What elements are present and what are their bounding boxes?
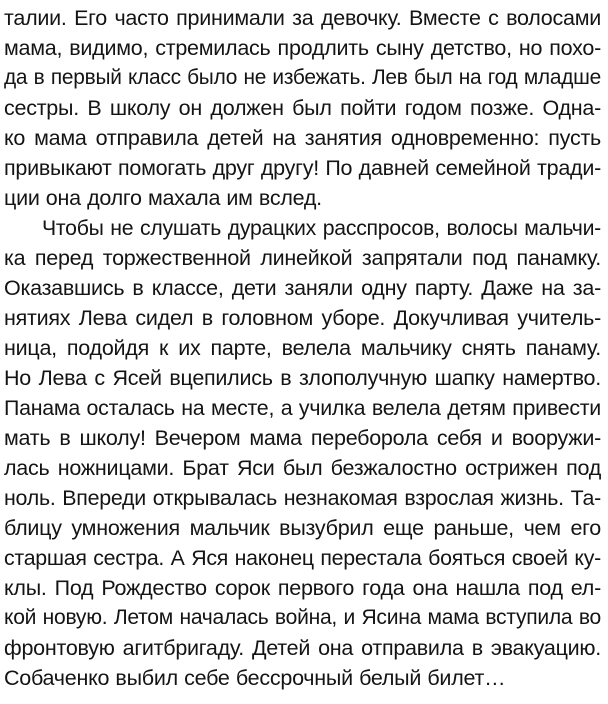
text-line: ка перед торжественной линейкой запрятали под панамку. — [4, 246, 601, 270]
text-line: Но Лева с Ясей вцепились в злополучную шапку намертво. — [4, 366, 601, 390]
text-line: лась ножницами. Брат Яси был безжалостно острижен под — [4, 456, 601, 480]
text-line: талии. Его часто принимали за девочку. Вместе с волосами — [4, 6, 601, 30]
text-line: мама, видимо, стремилась продлить сыну детство, но похо- — [4, 36, 601, 60]
text-line: Чтобы не слушать дурацких расспросов, волосы мальчи- — [42, 216, 601, 240]
text-line: мать в школу! Вечером мама переборола себя и вооружи- — [4, 426, 601, 450]
text-line: ница, подойдя к их парте, велела мальчику снять панаму. — [4, 336, 601, 360]
text-line: да в первый класс было не избежать. Лев был на год младше — [4, 66, 601, 89]
text-line: блицу умножения мальчик вызубрил еще раньше, чем его — [4, 516, 601, 540]
text-line: сестры. В школу он должен был пойти годом позже. Одна- — [4, 96, 601, 120]
text-line: Панама осталась на месте, а училка велела детям привести — [4, 396, 601, 420]
text-line: клы. Под Рождество сорок первого года она нашла под ел- — [4, 576, 601, 600]
text-line: Собаченко выбил себе бессрочный белый билет… — [4, 666, 506, 690]
text-line: фронтовую агитбригаду. Детей она отправила в эвакуацию. — [4, 636, 601, 660]
text-line: ции она долго махала им вслед. — [4, 186, 322, 210]
text-line: привыкают помогать друг другу! По давней семейной тради- — [4, 156, 601, 180]
text-line: Оказавшись в классе, дети заняли одну парту. Даже на за- — [4, 276, 601, 300]
text-line: старшая сестра. А Яся наконец перестала бояться своей ку- — [4, 546, 601, 570]
book-page — [4, 0, 604, 704]
text-line: кой новую. Летом началась война, и Ясина мама вступила во — [4, 606, 601, 629]
text-line: ко мама отправила детей на занятия одновременно: пусть — [4, 126, 601, 150]
text-line: нятиях Лева сидел в головном уборе. Докучливая учитель- — [4, 306, 601, 330]
text-line: ноль. Впереди открывалась незнакомая взрослая жизнь. Та- — [4, 486, 601, 510]
